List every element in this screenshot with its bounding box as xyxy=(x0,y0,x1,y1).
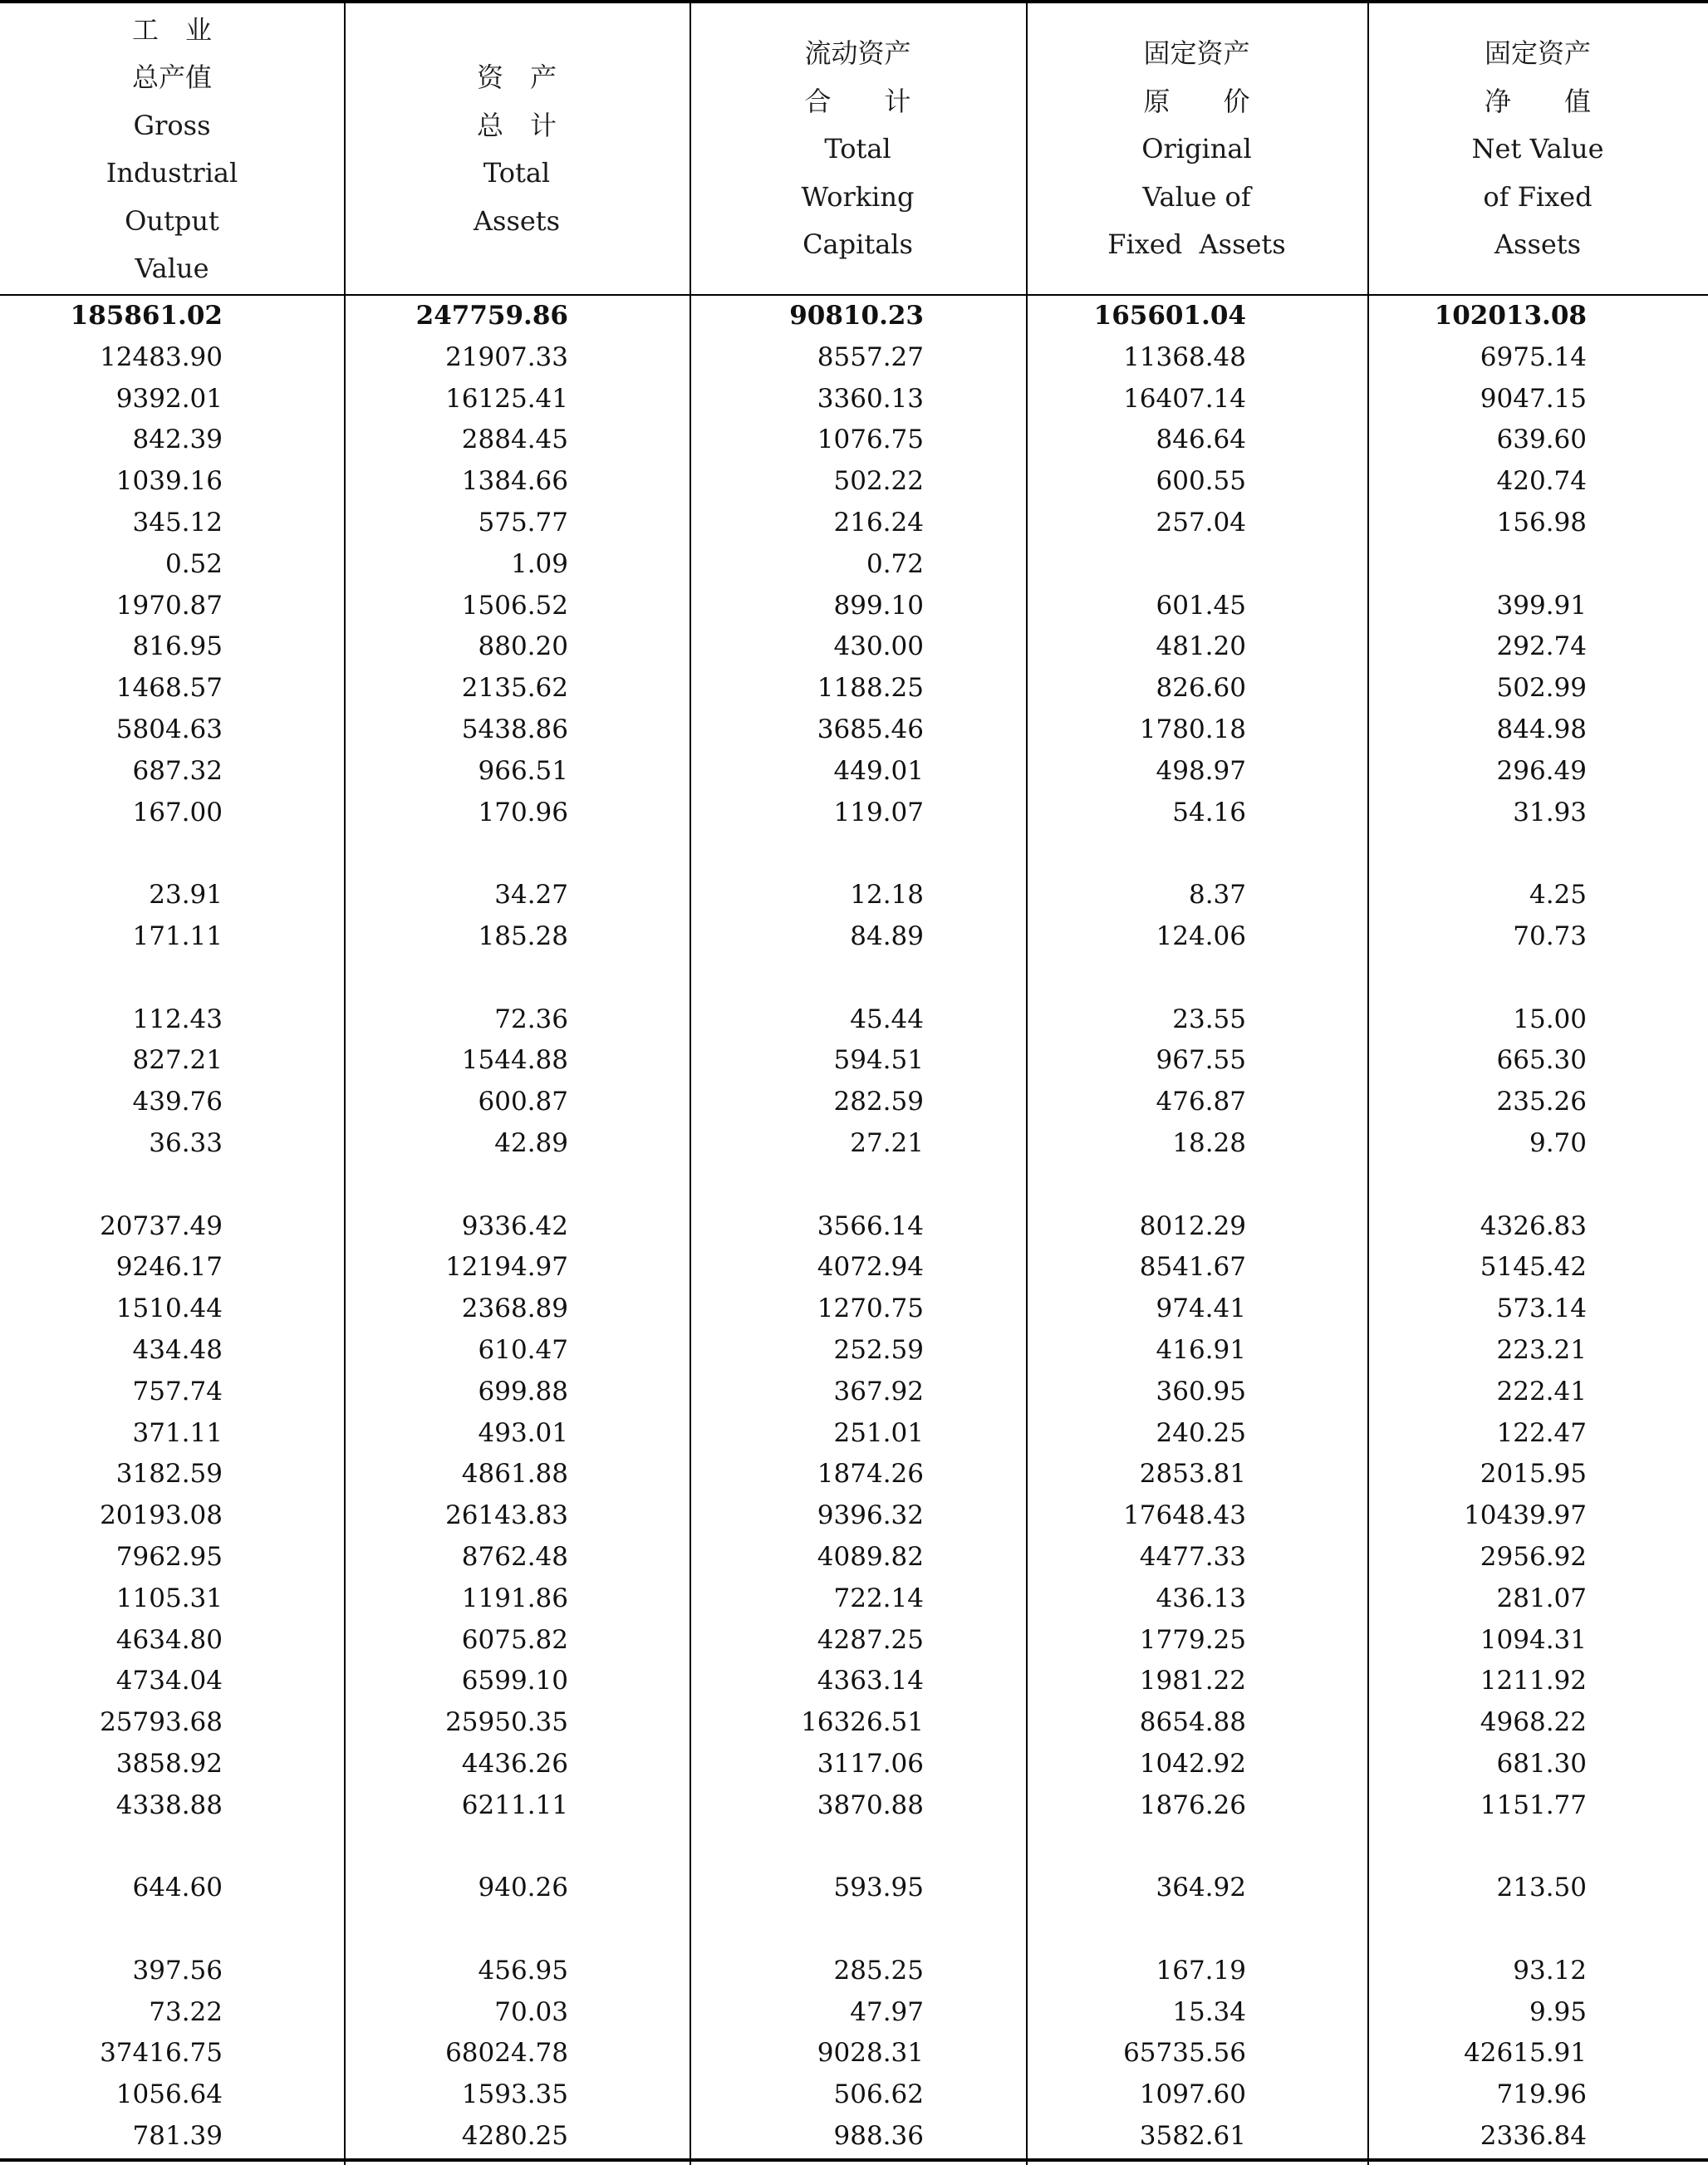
table-cell: 112.43 xyxy=(132,1004,223,1034)
table-cell: 493.01 xyxy=(478,1417,568,1448)
table-cell: 8762.48 xyxy=(461,1541,568,1572)
table-cell: 68024.78 xyxy=(445,2038,568,2069)
table-row xyxy=(0,544,1708,586)
table-row xyxy=(0,1661,1708,1702)
table-cell: 18.28 xyxy=(1172,1127,1246,1158)
table-cell: 9396.32 xyxy=(817,1500,924,1531)
table-cell: 9392.01 xyxy=(115,383,223,414)
table-cell: 1211.92 xyxy=(1480,1666,1587,1696)
table-cell: 16125.41 xyxy=(445,383,568,414)
table-cell: 23.91 xyxy=(149,880,223,911)
table-cell: 966.51 xyxy=(478,755,568,786)
table-cell: 42615.91 xyxy=(1464,2038,1587,2069)
table-cell: 1.09 xyxy=(510,548,568,579)
table-cell: 4436.26 xyxy=(461,1748,568,1779)
table-cell: 9.95 xyxy=(1529,1996,1587,2027)
table-cell: 644.60 xyxy=(132,1873,223,1903)
table-cell: 3117.06 xyxy=(817,1748,924,1779)
table-cell: 1094.31 xyxy=(1480,1624,1587,1655)
table-cell: 345.12 xyxy=(132,507,223,538)
table-cell: 11368.48 xyxy=(1123,341,1246,372)
table-cell: 3182.59 xyxy=(115,1459,223,1490)
column-header-line: Assets xyxy=(1494,228,1582,261)
table-cell: 9028.31 xyxy=(817,2038,924,2069)
table-cell: 416.91 xyxy=(1156,1334,1246,1365)
column-header-line: Assets xyxy=(473,204,561,237)
table-cell: 54.16 xyxy=(1172,797,1246,827)
table-cell: 235.26 xyxy=(1496,1087,1587,1117)
table-cell: 5145.42 xyxy=(1480,1252,1587,1283)
table-cell: 70.03 xyxy=(494,1996,568,2027)
table-cell: 9336.42 xyxy=(461,1210,568,1241)
table-cell: 10439.97 xyxy=(1464,1500,1587,1531)
table-cell: 93.12 xyxy=(1513,1955,1587,1986)
table-cell: 8541.67 xyxy=(1139,1252,1246,1283)
table-cell: 1874.26 xyxy=(817,1459,924,1490)
table-row xyxy=(0,2116,1708,2158)
column-header-line: Working xyxy=(801,180,915,213)
table-cell: 4.25 xyxy=(1529,880,1587,911)
table-row xyxy=(0,586,1708,627)
table-cell: 988.36 xyxy=(833,2121,924,2152)
table-cell: 20193.08 xyxy=(100,1500,223,1531)
table-cell: 4734.04 xyxy=(115,1666,223,1696)
table-cell: 842.39 xyxy=(132,425,223,455)
table-cell: 420.74 xyxy=(1496,466,1587,497)
table-cell: 251.01 xyxy=(833,1417,924,1448)
table-row xyxy=(0,1992,1708,2034)
table-cell: 601.45 xyxy=(1156,590,1246,621)
table-cell: 974.41 xyxy=(1156,1294,1246,1324)
table-cell: 4280.25 xyxy=(461,2121,568,2152)
table-cell: 72.36 xyxy=(494,1004,568,1034)
column-header-line: 合 计 xyxy=(804,85,911,117)
table-cell: 719.96 xyxy=(1496,2079,1587,2110)
table-cell: 281.07 xyxy=(1496,1583,1587,1613)
table-row xyxy=(0,1372,1708,1413)
table-cell: 9246.17 xyxy=(115,1252,223,1283)
table-cell: 687.32 xyxy=(132,755,223,786)
table-cell: 16407.14 xyxy=(1123,383,1246,414)
table-row xyxy=(0,337,1708,379)
table-cell: 899.10 xyxy=(833,590,924,621)
table-cell: 967.55 xyxy=(1156,1045,1246,1076)
table-cell: 15.00 xyxy=(1513,1004,1587,1034)
total-row xyxy=(0,296,1708,337)
table-cell: 699.88 xyxy=(478,1376,568,1407)
table-cell: 846.64 xyxy=(1156,425,1246,455)
table-cell: 65735.56 xyxy=(1123,2038,1246,2069)
column-header-line: of Fixed xyxy=(1483,180,1593,213)
table-cell: 502.99 xyxy=(1496,673,1587,704)
table-row xyxy=(0,1495,1708,1537)
table-row xyxy=(0,1744,1708,1785)
table-cell: 6599.10 xyxy=(461,1666,568,1696)
table-cell: 9047.15 xyxy=(1480,383,1587,414)
table-cell: 257.04 xyxy=(1156,507,1246,538)
table-cell: 26143.83 xyxy=(445,1500,568,1531)
table-row xyxy=(0,1123,1708,1165)
table-cell: 70.73 xyxy=(1513,920,1587,951)
table-cell: 826.60 xyxy=(1156,673,1246,704)
table-cell: 73.22 xyxy=(149,1996,223,2027)
table-cell: 844.98 xyxy=(1496,714,1587,744)
table-cell: 3858.92 xyxy=(115,1748,223,1779)
table-row xyxy=(0,999,1708,1041)
table-cell: 124.06 xyxy=(1156,920,1246,951)
column-header-line: 资 产 xyxy=(476,61,557,93)
table-cell: 681.30 xyxy=(1496,1748,1587,1779)
table-row xyxy=(0,958,1708,999)
table-cell: 213.50 xyxy=(1496,1873,1587,1903)
table-cell: 45.44 xyxy=(850,1004,924,1034)
table-cell: 593.95 xyxy=(833,1873,924,1903)
table-cell: 2336.84 xyxy=(1480,2121,1587,2152)
table-cell: 185.28 xyxy=(478,920,568,951)
column-header-line: Gross xyxy=(133,109,211,141)
table-cell: 252.59 xyxy=(833,1334,924,1365)
column-header-line: 原 价 xyxy=(1143,85,1250,117)
table-cell: 1097.60 xyxy=(1139,2079,1246,2110)
table-cell: 781.39 xyxy=(132,2121,223,2152)
table-cell: 27.21 xyxy=(850,1127,924,1158)
table-cell: 5438.86 xyxy=(461,714,568,744)
table-cell: 2135.62 xyxy=(461,673,568,704)
table-header xyxy=(0,3,1708,296)
table-cell: 1468.57 xyxy=(115,673,223,704)
table-cell: 8654.88 xyxy=(1139,1707,1246,1738)
table-cell: 4477.33 xyxy=(1139,1541,1246,1572)
table-cell: 296.49 xyxy=(1496,755,1587,786)
table-cell: 8012.29 xyxy=(1139,1210,1246,1241)
table-row xyxy=(0,2074,1708,2116)
table-cell: 37416.75 xyxy=(100,2038,223,2069)
column-header xyxy=(690,3,1026,296)
table-row xyxy=(0,1826,1708,1868)
table-row xyxy=(0,1620,1708,1662)
table-cell: 4634.80 xyxy=(115,1624,223,1655)
table-cell: 3870.88 xyxy=(817,1789,924,1820)
table-cell: 292.74 xyxy=(1496,631,1587,662)
table-row xyxy=(0,1040,1708,1082)
table-cell: 498.97 xyxy=(1156,755,1246,786)
table-row xyxy=(0,1868,1708,1909)
table-cell: 573.14 xyxy=(1496,1294,1587,1324)
table-cell: 0.52 xyxy=(164,548,223,579)
column-header-line: 总 计 xyxy=(476,109,557,141)
table-row xyxy=(0,1413,1708,1455)
table-cell: 436.13 xyxy=(1156,1583,1246,1613)
table-cell: 816.95 xyxy=(132,631,223,662)
table-cell: 4968.22 xyxy=(1480,1707,1587,1738)
column-header-line: Output xyxy=(125,204,219,237)
table-cell: 0.72 xyxy=(866,548,924,579)
table-cell: 2884.45 xyxy=(461,425,568,455)
table-row xyxy=(0,1206,1708,1248)
column-header xyxy=(1026,3,1367,296)
table-cell: 122.47 xyxy=(1496,1417,1587,1448)
column-header-line: 总产值 xyxy=(131,61,212,93)
table-row xyxy=(0,1165,1708,1206)
table-cell: 167.19 xyxy=(1156,1955,1246,1986)
table-cell: 4363.14 xyxy=(817,1666,924,1696)
table-cell: 6211.11 xyxy=(461,1789,568,1820)
table-row xyxy=(0,626,1708,668)
table-cell: 600.55 xyxy=(1156,466,1246,497)
table-cell: 3360.13 xyxy=(817,383,924,414)
table-cell: 1076.75 xyxy=(817,425,924,455)
table-cell: 42.89 xyxy=(494,1127,568,1158)
table-cell: 1876.26 xyxy=(1139,1789,1246,1820)
table-cell: 665.30 xyxy=(1496,1045,1587,1076)
table-cell: 481.20 xyxy=(1156,631,1246,662)
column-header-line: Industrial xyxy=(106,157,238,189)
table-cell: 23.55 xyxy=(1172,1004,1246,1034)
table-cell: 171.11 xyxy=(132,920,223,951)
table-cell: 25793.68 xyxy=(100,1707,223,1738)
table-cell: 119.07 xyxy=(833,797,924,827)
table-cell: 16326.51 xyxy=(801,1707,924,1738)
table-cell: 880.20 xyxy=(478,631,568,662)
table-cell: 1042.92 xyxy=(1139,1748,1246,1779)
table-cell: 2853.81 xyxy=(1139,1459,1246,1490)
table-row xyxy=(0,1702,1708,1744)
table-cell: 364.92 xyxy=(1156,1873,1246,1903)
table-row xyxy=(0,793,1708,834)
column-header-line: Fixed Assets xyxy=(1107,228,1286,261)
table-cell: 1191.86 xyxy=(461,1583,568,1613)
table-cell: 285.25 xyxy=(833,1955,924,1986)
table-cell: 3566.14 xyxy=(817,1210,924,1241)
table-cell: 222.41 xyxy=(1496,1376,1587,1407)
table-cell: 371.11 xyxy=(132,1417,223,1448)
table-cell: 360.95 xyxy=(1156,1376,1246,1407)
table-cell: 1970.87 xyxy=(115,590,223,621)
table-cell: 594.51 xyxy=(833,1045,924,1076)
table-row xyxy=(0,751,1708,793)
table-cell: 610.47 xyxy=(478,1334,568,1365)
table-cell: 1151.77 xyxy=(1480,1789,1587,1820)
table-cell: 1105.31 xyxy=(115,1583,223,1613)
table-cell: 1593.35 xyxy=(461,2079,568,2110)
table-row xyxy=(0,379,1708,420)
table-cell: 8557.27 xyxy=(817,341,924,372)
table-cell: 17648.43 xyxy=(1123,1500,1246,1531)
table-cell: 20737.49 xyxy=(100,1210,223,1241)
table-cell: 4326.83 xyxy=(1480,1210,1587,1241)
table-cell: 4861.88 xyxy=(461,1459,568,1490)
table-row xyxy=(0,668,1708,709)
table-cell: 639.60 xyxy=(1496,425,1587,455)
table-cell: 1270.75 xyxy=(817,1294,924,1324)
table-cell: 1510.44 xyxy=(115,1294,223,1324)
table-cell: 575.77 xyxy=(478,507,568,538)
table-cell: 3582.61 xyxy=(1139,2121,1246,2152)
table-cell: 476.87 xyxy=(1156,1087,1246,1117)
table-row xyxy=(0,503,1708,544)
table-row xyxy=(0,2033,1708,2074)
table-cell: 3685.46 xyxy=(817,714,924,744)
column-header-line: 工 业 xyxy=(131,13,212,46)
table-cell: 1780.18 xyxy=(1139,714,1246,744)
table-row xyxy=(0,1951,1708,1992)
table-row xyxy=(0,875,1708,916)
table-cell: 12.18 xyxy=(850,880,924,911)
table-cell: 449.01 xyxy=(833,755,924,786)
column-header-line: 固定资产 xyxy=(1143,37,1250,70)
table-body xyxy=(0,296,1708,2158)
table-cell: 439.76 xyxy=(132,1087,223,1117)
column-header-line: Total xyxy=(824,133,891,165)
table-cell: 247759.86 xyxy=(415,301,568,331)
table-cell: 170.96 xyxy=(478,797,568,827)
table-cell: 1039.16 xyxy=(115,466,223,497)
table-cell: 90810.23 xyxy=(789,301,924,331)
table-cell: 8.37 xyxy=(1188,880,1246,911)
table-row xyxy=(0,1909,1708,1951)
table-cell: 4072.94 xyxy=(817,1252,924,1283)
table-cell: 757.74 xyxy=(132,1376,223,1407)
table-cell: 399.91 xyxy=(1496,590,1587,621)
table-row xyxy=(0,1537,1708,1578)
table-cell: 502.22 xyxy=(833,466,924,497)
table-cell: 367.92 xyxy=(833,1376,924,1407)
table-cell: 84.89 xyxy=(850,920,924,951)
table-cell: 25950.35 xyxy=(445,1707,568,1738)
column-header-line: 净 值 xyxy=(1484,85,1591,117)
table-cell: 12194.97 xyxy=(445,1252,568,1283)
table-cell: 167.00 xyxy=(132,797,223,827)
table-row xyxy=(0,1454,1708,1495)
table-cell: 282.59 xyxy=(833,1087,924,1117)
column-header-line: Total xyxy=(483,157,551,189)
table-cell: 1188.25 xyxy=(817,673,924,704)
table-cell: 1544.88 xyxy=(461,1045,568,1076)
table-cell: 21907.33 xyxy=(445,341,568,372)
column-header-line: 固定资产 xyxy=(1484,37,1591,70)
column-header xyxy=(344,3,690,296)
table-row xyxy=(0,1247,1708,1289)
column-header xyxy=(0,3,344,296)
table-cell: 4338.88 xyxy=(115,1789,223,1820)
table-row xyxy=(0,1330,1708,1372)
column-header-line: Value xyxy=(135,253,209,284)
table-row xyxy=(0,916,1708,958)
table-cell: 1506.52 xyxy=(461,590,568,621)
table-cell: 6975.14 xyxy=(1480,341,1587,372)
table-cell: 12483.90 xyxy=(100,341,223,372)
table-cell: 9.70 xyxy=(1529,1127,1587,1158)
table-row xyxy=(0,1785,1708,1827)
table-cell: 7962.95 xyxy=(115,1541,223,1572)
table-cell: 827.21 xyxy=(132,1045,223,1076)
table-cell: 6075.82 xyxy=(461,1624,568,1655)
table-cell: 5804.63 xyxy=(115,714,223,744)
table-cell: 102013.08 xyxy=(1434,301,1587,331)
table-cell: 2368.89 xyxy=(461,1294,568,1324)
table-cell: 36.33 xyxy=(149,1127,223,1158)
table-cell: 940.26 xyxy=(478,1873,568,1903)
table-cell: 397.56 xyxy=(132,1955,223,1986)
table-cell: 722.14 xyxy=(833,1583,924,1613)
table-cell: 2956.92 xyxy=(1480,1541,1587,1572)
table-cell: 240.25 xyxy=(1156,1417,1246,1448)
table-cell: 1779.25 xyxy=(1139,1624,1246,1655)
table-row xyxy=(0,461,1708,503)
column-header-line: Net Value xyxy=(1471,133,1604,165)
table-cell: 600.87 xyxy=(478,1087,568,1117)
column-header-line: Capitals xyxy=(802,228,913,261)
column-header-line: Value of xyxy=(1142,180,1251,213)
table-cell: 31.93 xyxy=(1513,797,1587,827)
table-cell: 4089.82 xyxy=(817,1541,924,1572)
table-cell: 165601.04 xyxy=(1093,301,1246,331)
table-row xyxy=(0,709,1708,751)
column-header-line: Original xyxy=(1141,133,1252,165)
table-cell: 34.27 xyxy=(494,880,568,911)
table-cell: 1981.22 xyxy=(1139,1666,1246,1696)
column-header xyxy=(1367,3,1708,296)
table-cell: 1384.66 xyxy=(461,466,568,497)
table-row xyxy=(0,1082,1708,1123)
table-cell: 223.21 xyxy=(1496,1334,1587,1365)
table-row xyxy=(0,1289,1708,1330)
table-cell: 4287.25 xyxy=(817,1624,924,1655)
table-cell: 185861.02 xyxy=(70,301,223,331)
table-row xyxy=(0,833,1708,875)
table-cell: 1056.64 xyxy=(115,2079,223,2110)
table-cell: 2015.95 xyxy=(1480,1459,1587,1490)
table-row xyxy=(0,420,1708,461)
table-cell: 434.48 xyxy=(132,1334,223,1365)
column-header-line: 流动资产 xyxy=(804,37,911,70)
table-cell: 430.00 xyxy=(833,631,924,662)
table-cell: 15.34 xyxy=(1172,1996,1246,2027)
table-cell: 456.95 xyxy=(478,1955,568,1986)
table-row xyxy=(0,1578,1708,1620)
table-cell: 216.24 xyxy=(833,507,924,538)
table-cell: 156.98 xyxy=(1496,507,1587,538)
table-cell: 506.62 xyxy=(833,2079,924,2110)
table-cell: 47.97 xyxy=(850,1996,924,2027)
